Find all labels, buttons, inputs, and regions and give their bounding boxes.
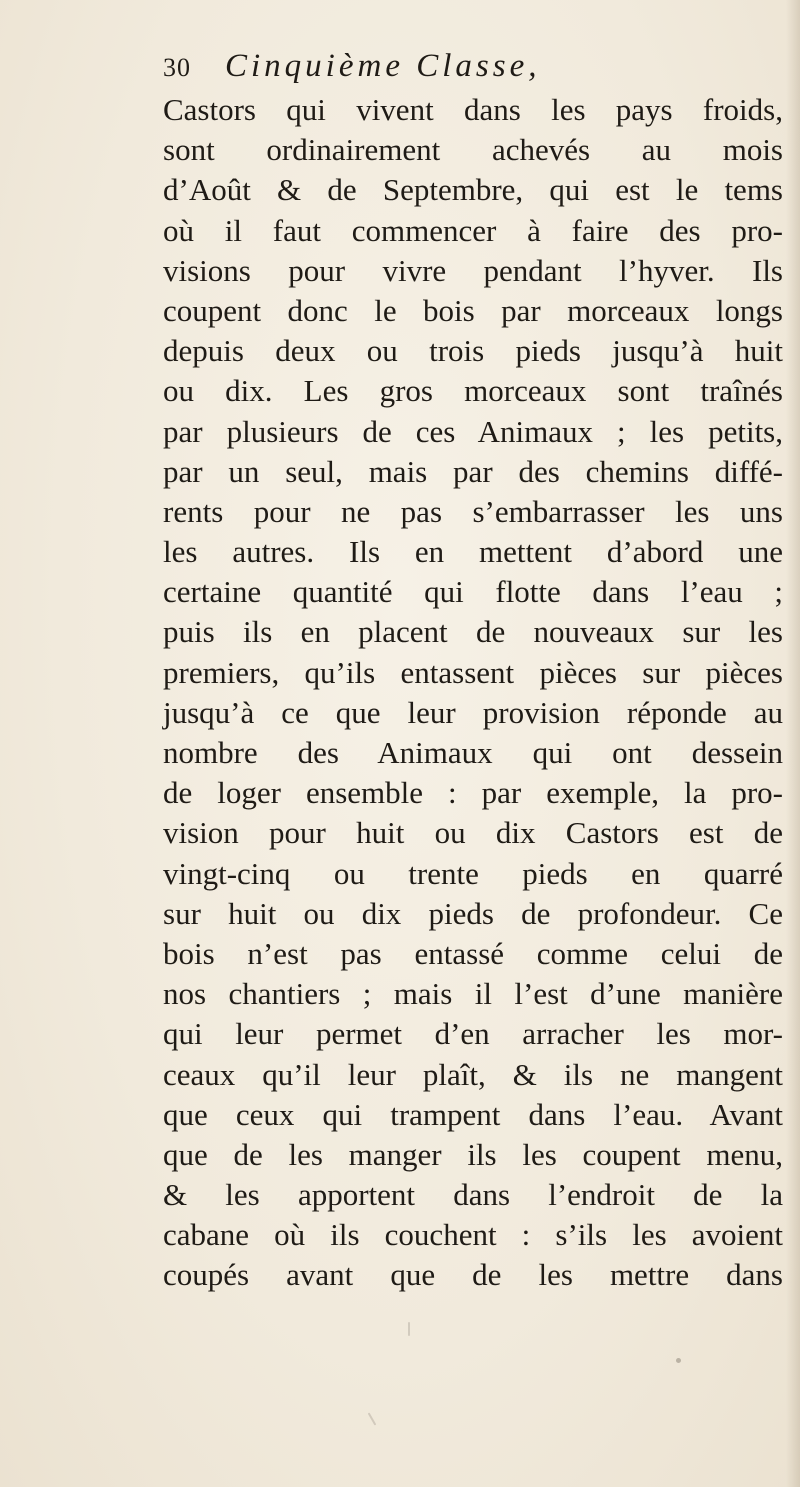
text-line: certaine quantité qui flotte dans l’eau ; [163,574,783,610]
paper-speck [408,1322,410,1336]
text-line: que ceux qui trampent dans l’eau. Avant [163,1096,783,1132]
page-edge-shadow [786,0,800,1487]
text-line: vision pour huit ou dix Castors est de [163,815,783,851]
text-line: où il faut commencer à faire des pro- [163,212,783,248]
text-line: que de les manger ils les coupent menu, [163,1136,783,1172]
text-line: qui leur permet d’en arracher les mor- [163,1016,783,1052]
text-line: sur huit ou dix pieds de profondeur. Ce [163,895,783,931]
text-line: coupent donc le bois par morceaux longs [163,292,783,328]
text-line: jusqu’à ce que leur provision réponde au [163,694,783,730]
text-line: puis ils en placent de nouveaux sur les [163,614,783,650]
page-number: 30 [163,53,191,82]
text-line: ceaux qu’il leur plaît, & ils ne mangent [163,1056,783,1092]
text-line: Castors qui vivent dans les pays froids, [163,92,783,127]
text-line: les autres. Ils en mettent d’abord une [163,534,783,570]
text-line: sont ordinairement achevés au mois [163,132,783,168]
text-line: nombre des Animaux qui ont dessein [163,735,783,770]
text-line: vingt-cinq ou trente pieds en quarré [163,855,783,891]
paper-speck [368,1412,377,1425]
text-line: par plusieurs de ces Animaux ; les petits, [163,413,783,449]
text-line: premiers, qu’ils entassent pièces sur pièces [163,654,783,690]
text-line: d’Août & de Septembre, qui est le tems [163,172,783,208]
text-line: & les apportent dans l’endroit de la [163,1177,783,1213]
running-head: Cinquième Classe, [225,48,541,84]
page-header [163,44,773,88]
text-line: bois n’est pas entassé comme celui de [163,935,783,971]
text-line: par un seul, mais par des chemins diffé- [163,453,783,489]
text-line: visions pour vivre pendant l’hyver. Ils [163,252,783,288]
text-line: nos chantiers ; mais il l’est d’une manière [163,976,783,1012]
text-line: de loger ensemble : par exemple, la pro- [163,775,783,811]
text-line: depuis deux ou trois pieds jusqu’à huit [163,333,783,369]
paper-speck [676,1358,681,1363]
text-line: cabane où ils couchent : s’ils les avoient [163,1217,783,1253]
text-line: coupés avant que de les mettre dans [163,1257,783,1293]
body-text [163,90,783,1296]
text-line: ou dix. Les gros morceaux sont traînés [163,373,783,409]
text-line: rents pour ne pas s’embarrasser les uns [163,493,783,529]
